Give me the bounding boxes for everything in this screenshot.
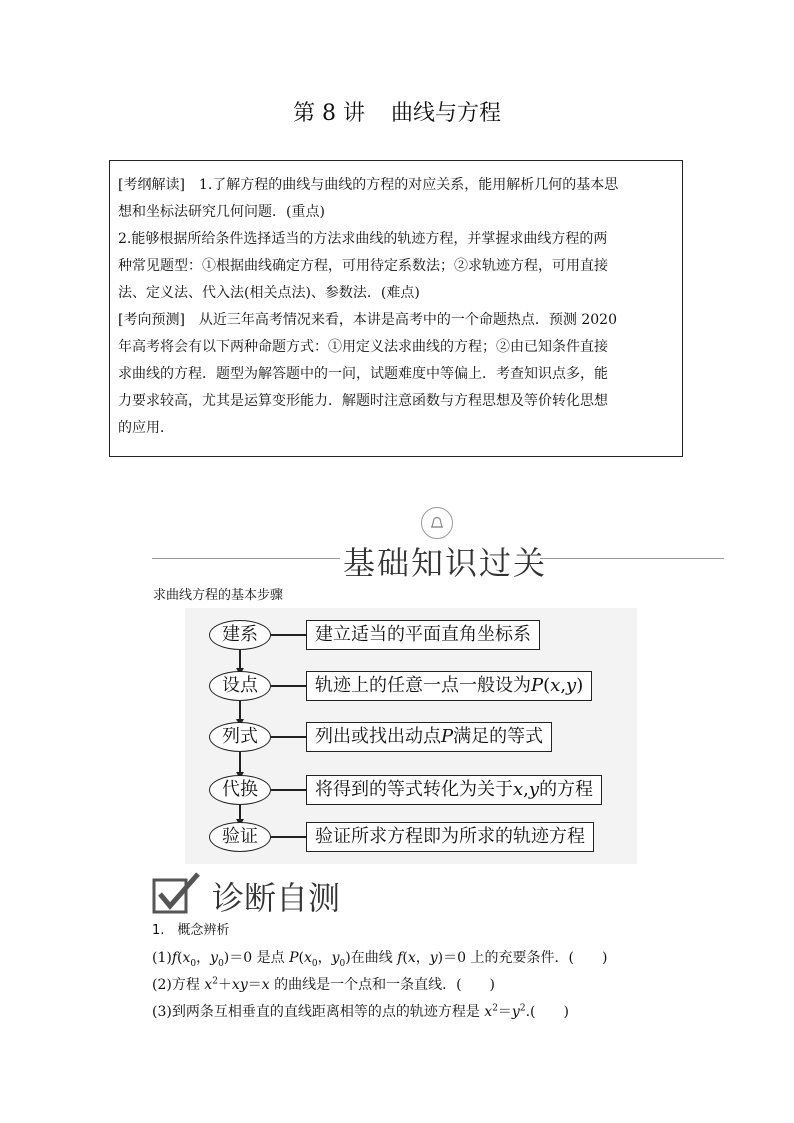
flow-link <box>271 685 306 687</box>
box-line: 力要求较高，尤其是运算变形能力．解题时注意函数与方程思想及等价转化思想 <box>118 393 608 409</box>
box-line: 年高考将会有以下两种命题方式：①用定义法求曲线的方程；②由已知条件直接 <box>118 339 608 355</box>
flow-step-oval: 代换 <box>209 775 271 805</box>
question-3: (3)到两条互相垂直的直线距离相等的点的轨迹方程是 $x^2=y^2$.( ) <box>152 1003 569 1020</box>
bell-icon <box>421 507 453 539</box>
flow-step-desc: 将得到的等式转化为关于x,y的方程 <box>306 775 602 805</box>
flow-step-desc: 建立适当的平面直角坐标系 <box>306 620 540 650</box>
lesson-title: 曲线与方程 <box>390 101 501 126</box>
flow-connector <box>239 701 241 721</box>
flow-step-desc: 轨迹上的任意一点一般设为P(x,y) <box>306 671 592 701</box>
flow-step-desc: 验证所求方程即为所求的轨迹方程 <box>306 822 594 852</box>
flow-link <box>271 736 306 738</box>
question-1: $(1)f(x_0$，$y_0)=0$ 是点 $P(x_0$，$y_0$)在曲线 f(x，y)＝0 上的充要条件．( ) <box>152 950 608 969</box>
banner-rule-left <box>152 558 340 559</box>
box-line: [考纲解读] 1.了解方程的曲线与曲线的方程的对应关系，能用解析几何的基本思 <box>118 177 619 193</box>
banner-rule-right <box>540 558 724 559</box>
flow-step-oval: 设点 <box>209 671 271 701</box>
page-title <box>0 96 794 127</box>
checkbox-icon <box>152 872 202 918</box>
concept-heading: 1. 概念辨析 <box>152 923 230 938</box>
flow-step-oval: 建系 <box>209 620 271 650</box>
question-2: (2)方程 $x^2+xy=x$ 的曲线是一个点和一条直线．( ) <box>152 976 496 993</box>
box-line: 想和坐标法研究几何问题．(重点) <box>118 204 325 220</box>
box-line: 法、定义法、代入法(相关点法)、参数法．(难点) <box>118 285 420 301</box>
flow-connector <box>239 650 241 670</box>
flow-link <box>271 789 306 791</box>
flow-step-oval: 列式 <box>209 722 271 752</box>
flow-step-oval: 验证 <box>209 822 271 852</box>
flow-step-desc: 列出或找出动点P满足的等式 <box>306 722 552 752</box>
diagnosis-title: 诊断自测 <box>212 879 341 917</box>
section-banner-title: 基础知识过关 <box>343 544 548 582</box>
box-line: 求曲线的方程．题型为解答题中的一问，试题难度中等偏上．考查知识点多，能 <box>118 366 608 382</box>
lesson-number: 第 8 讲 <box>293 101 365 126</box>
box-line: 种常见题型：①根据曲线确定方程，可用待定系数法；②求轨迹方程，可用直接 <box>118 258 608 274</box>
box-line: 2.能够根据所给条件选择适当的方法求曲线的轨迹方程，并掌握求曲线方程的两 <box>118 231 608 247</box>
syllabus-box <box>109 160 683 457</box>
section-heading: 求曲线方程的基本步骤 <box>153 588 284 603</box>
box-line: 的应用． <box>118 420 174 436</box>
flow-link <box>271 634 306 636</box>
box-line: [考向预测] 从近三年高考情况来看，本讲是高考中的一个命题热点．预测 2020 <box>118 312 618 328</box>
flow-connector <box>239 752 241 774</box>
flow-link <box>271 836 306 838</box>
